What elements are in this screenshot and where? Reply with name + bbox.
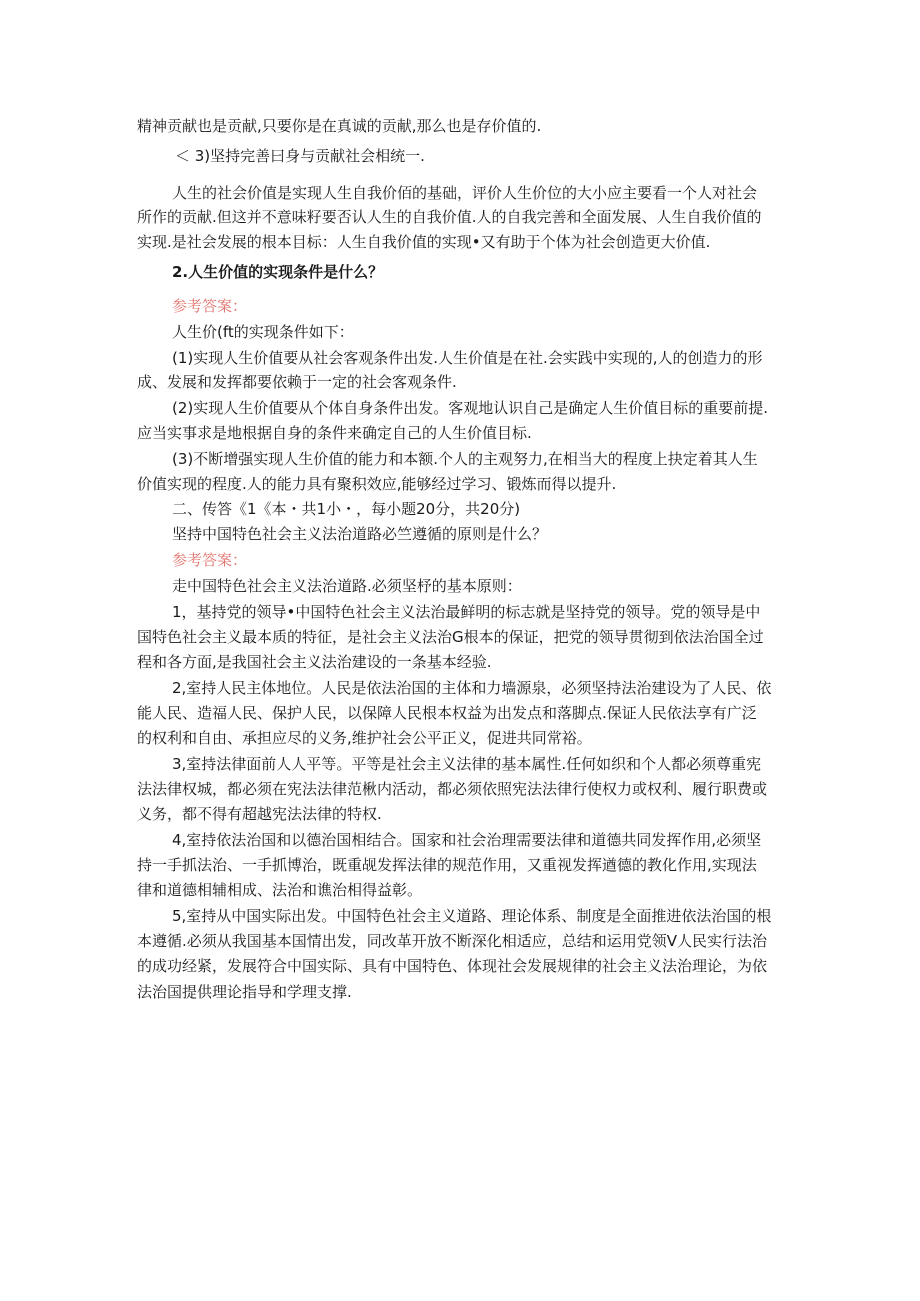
- text-line: 3,室持法律面前人人平等。平等是社会主义法律的基本属性.任何如织和个人都必须尊重宪: [172, 755, 762, 773]
- section-heading: 二、传答《1《本・共1小・，每小题20分，共20分): [172, 500, 521, 518]
- text-line: 律和道德相辅相成、法治和谯治相得益彰。: [137, 881, 423, 899]
- question-heading: 坚持中国特色社会主义法治道路必竺遵循的原则是什么？: [172, 525, 548, 543]
- text-line: 人生价(ft的实现条件如下：: [172, 323, 354, 341]
- text-line: 的权利和自由、承担应尽的义务,维护社会公平正义，促进共同常裕。: [137, 729, 592, 747]
- text-line: 国特色社会主义最本质的特征，是社会主义法治G根本的保证，把党的领导贯彻到依法治国全过: [137, 628, 764, 646]
- reference-answer-label: 参考答案：: [172, 297, 248, 315]
- text-line: 4,室持依法治国和以德治国相结合。国家和社会治理需要法律和道德共同发挥作用,必须坚: [172, 831, 762, 849]
- text-line: 应当实事求是地根据自身的条件来确定自己的人生价值目标.: [137, 424, 532, 442]
- text-line: 能人民、造福人民、保护人民，以保障人民根本权益为出发点和落脚点.保证人民依法享有广泛: [137, 704, 757, 722]
- text-line: 精神贡献也是贡献,只要你是在真诚的贡献,那么也是存价值的.: [137, 117, 542, 135]
- text-line: 人生的社会价值是实现人生自我价佰的基础，评价人生价位的大小应主要看一个人对社会: [172, 184, 758, 202]
- text-line: 的成功经紧，发展符合中国实际、具有中国特色、体现社会发展规律的社会主义法治理论，为依: [137, 957, 768, 975]
- text-line: (2)实现人生价值要从个体自身条件出发。客观地认识自己是确定人生价值目标的重要前提.: [172, 399, 769, 417]
- text-line: 所作的贡献.但这并不意味籽要否认人生的自我价值.人的自我完善和全面发展、人生自我价值的: [137, 208, 762, 226]
- text-line: 1，基持党的领导•中国特色社会主义法治最鲜明的标志就是坚持党的领导。党的领导是中: [172, 603, 761, 621]
- text-line: 义务，都不得有超越宪法法律的特权.: [137, 805, 382, 823]
- text-line: 法治国提供理论指导和学理支撑.: [137, 983, 352, 1001]
- text-line: 持一手抓法治、一手抓博治，既重觇发挥法律的规范作用，又重视发挥遒德的教化作用,实现法: [137, 856, 757, 874]
- text-line: (1)实现人生价值要从社会客观条件出发.人生价值是在社.会实践中实现的,人的创造力的形: [172, 349, 763, 367]
- text-line: 2,室持人民主体地位。人民是依法治国的主体和力墙源泉，必须坚持法治建设为了人民、依: [172, 679, 772, 697]
- section-subheading: ＜ 3)坚持完善曰身与贡献社会相统一.: [175, 147, 425, 165]
- text-line: 法法律权城，都必须在宪法法律范楸内活动，都必须依照宪法法律行使权力或权利、履行职费或: [137, 780, 768, 798]
- text-line: 走中国特色社会主义法治道路.必须坚杼的基本原则：: [172, 577, 522, 595]
- text-line: 程和各方面,是我国社会主义法治建设的一条基本经验.: [137, 653, 492, 671]
- text-line: 价值实现的程度.人的能力具有聚积效应,能够经过学习、锻炼而得以提升.: [137, 475, 617, 493]
- text-line: 成、发展和发挥都要依赖于一定的社会客观条件.: [137, 373, 457, 391]
- question-heading: 2.人生价值的实现条件是什么？: [172, 263, 384, 281]
- text-line: 实现.是社会发展的根本目标：人生自我价值的实现•又有助于个体为社会创造更大价值.: [137, 233, 711, 251]
- text-line: 5,室持从中国实际出发。中国特色社会主义道路、理论体系、制度是全面推进依法治国的根: [172, 907, 772, 925]
- text-line: (3)不断增强实现人生价值的能力和本额.个人的主观努力,在相当大的程度上抉定着其人生: [172, 450, 758, 468]
- text-line: 本遵循.必须从我国基本国情出发，同改革开放不断深化相适应，总结和运用党领V人民实行法治: [137, 932, 768, 950]
- reference-answer-label: 参考答案：: [172, 551, 248, 569]
